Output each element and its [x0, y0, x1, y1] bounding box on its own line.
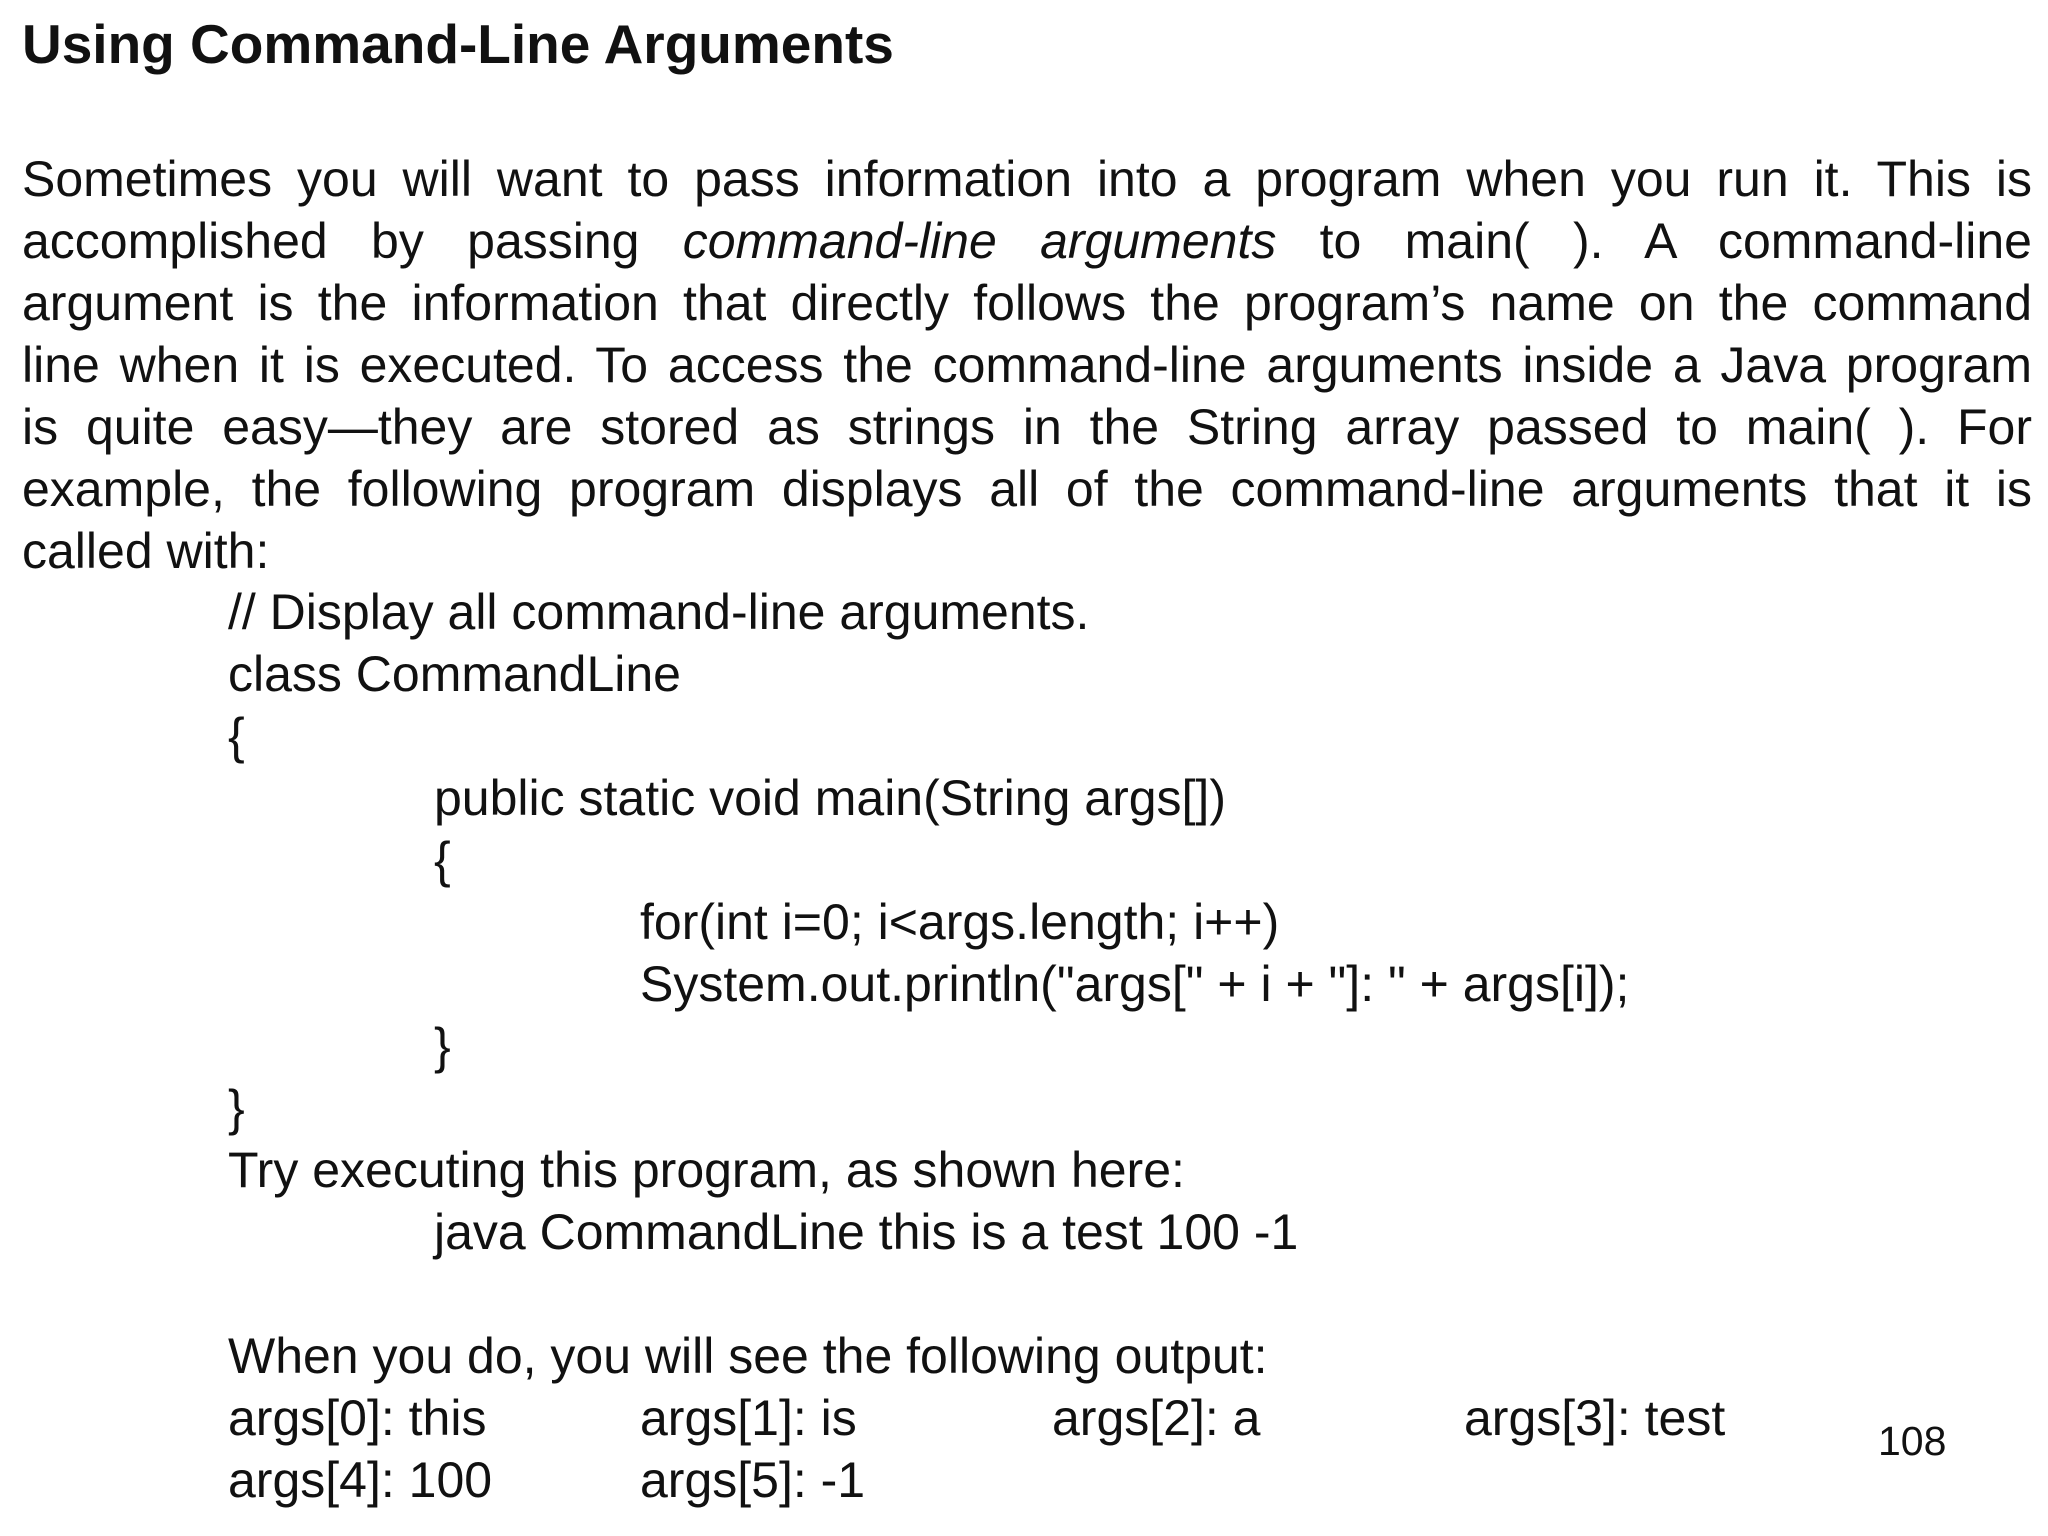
- paragraph-line-1: Sometimes you will want to pass information into a program when you run it. This is: [22, 151, 2032, 207]
- code-class-declaration: class CommandLine: [228, 646, 681, 702]
- output-arg-1: args[1]: is: [640, 1390, 857, 1446]
- output-arg-4: args[4]: 100: [228, 1452, 493, 1508]
- intro-paragraph: [22, 148, 2032, 582]
- code-for-loop: for(int i=0; i<args.length; i++): [640, 894, 1280, 950]
- paragraph-line-4: line when it is executed. To access the command-line arguments inside a Java program: [22, 337, 2032, 393]
- code-open-brace-class: {: [228, 708, 245, 764]
- page-title: Using Command-Line Arguments: [22, 13, 894, 75]
- run-intro-text: Try executing this program, as shown here:: [228, 1142, 1185, 1198]
- code-open-brace-main: {: [434, 832, 451, 888]
- paragraph-line-3: argument is the information that directly follows the program’s name on the command: [22, 275, 2032, 331]
- code-close-brace-main: }: [434, 1018, 451, 1074]
- code-comment: // Display all command-line arguments.: [228, 584, 1090, 640]
- page-number: 108: [1878, 1418, 1947, 1464]
- paragraph-line-6: example, the following program displays all of the command-line arguments that it is: [22, 461, 2032, 517]
- paragraph-line-5: is quite easy—they are stored as strings in the String array passed to main( ). For: [22, 399, 2032, 455]
- paragraph-line-2-start: accomplished by passing: [22, 213, 683, 269]
- code-println: System.out.println("args[" + i + "]: " + args[i]);: [640, 956, 1630, 1012]
- output-arg-2: args[2]: a: [1052, 1390, 1261, 1446]
- output-arg-5: args[5]: -1: [640, 1452, 866, 1508]
- paragraph-line-7: called with:: [22, 523, 270, 579]
- code-close-brace-class: }: [228, 1080, 245, 1136]
- emphasis-command-line-arguments: command-line arguments: [682, 213, 1277, 269]
- run-command: java CommandLine this is a test 100 -1: [434, 1204, 1299, 1260]
- paragraph-line-2-end: to main( ). A command-line: [1276, 213, 2032, 269]
- output-intro-text: When you do, you will see the following output:: [228, 1328, 1268, 1384]
- output-arg-0: args[0]: this: [228, 1390, 487, 1446]
- paragraph-line-2: [22, 210, 2032, 272]
- output-arg-3: args[3]: test: [1464, 1390, 1726, 1446]
- code-main-declaration: public static void main(String args[]): [434, 770, 1226, 826]
